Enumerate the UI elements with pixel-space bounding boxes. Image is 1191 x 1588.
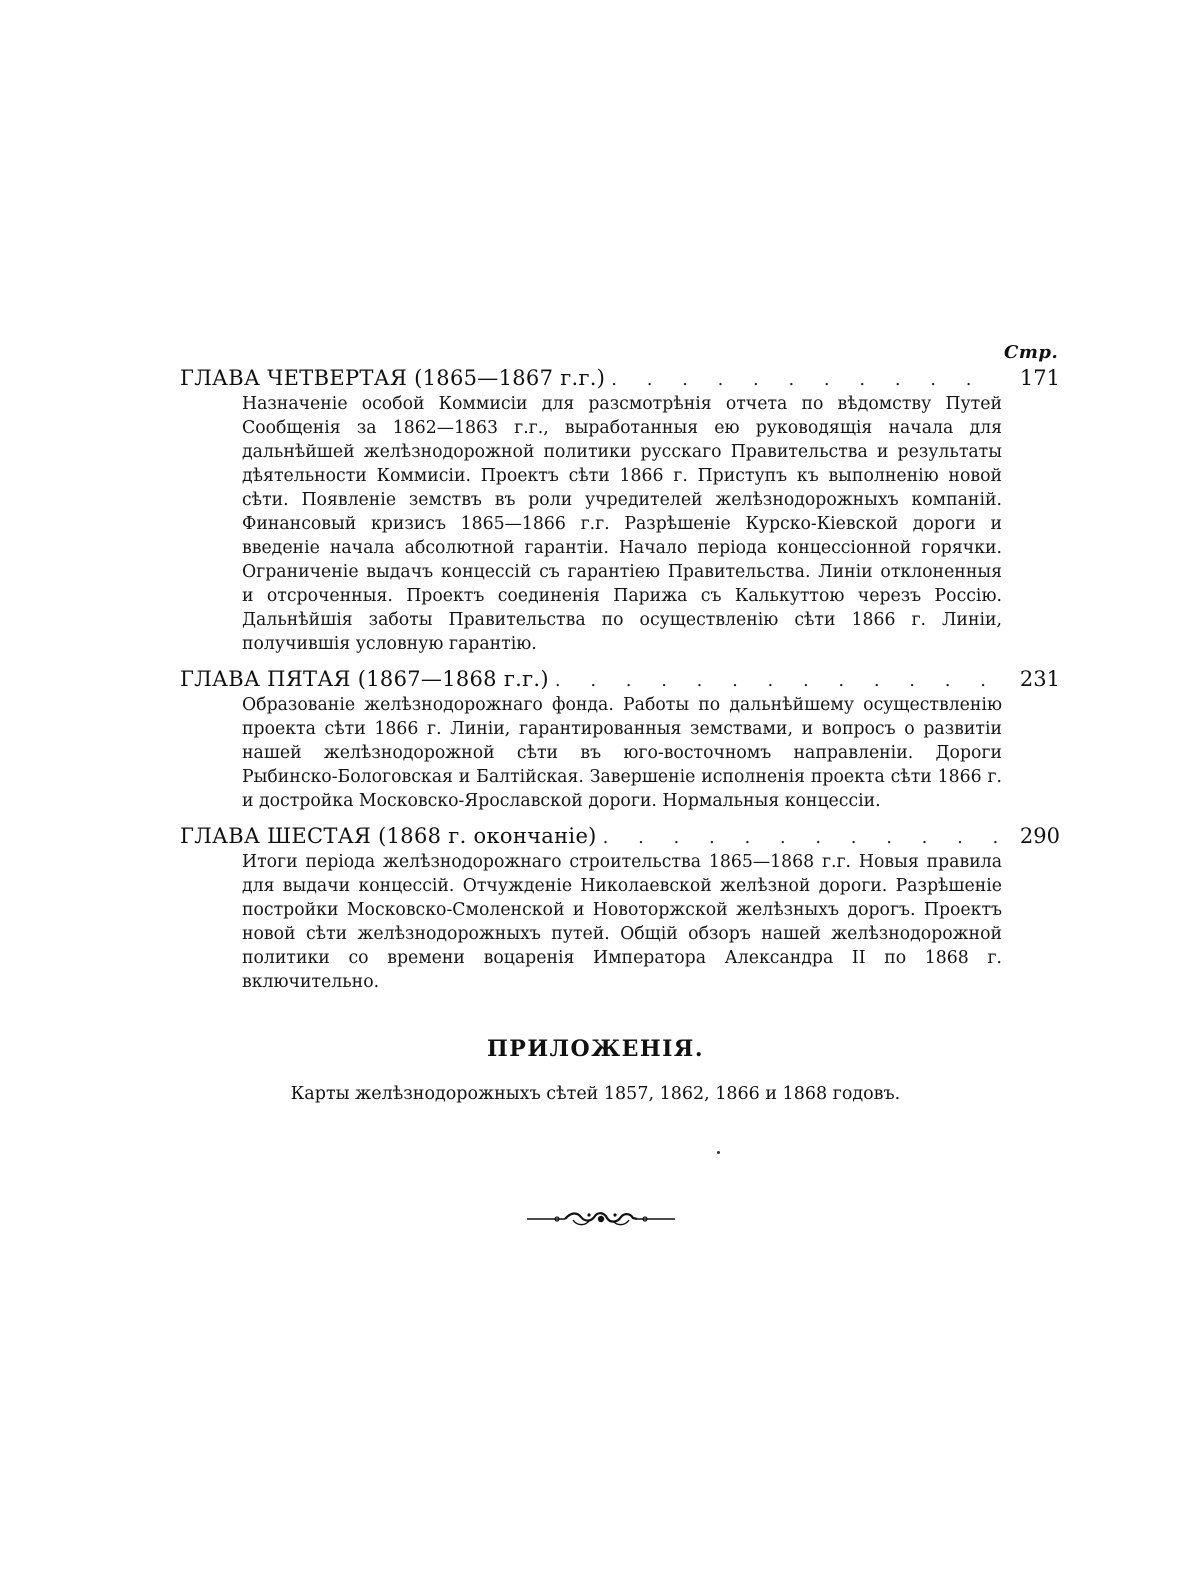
toc-entry-head — [180, 365, 1060, 392]
dot-leader — [555, 667, 998, 694]
page-number: 290 — [1019, 824, 1060, 848]
table-of-contents — [180, 365, 1060, 1004]
page-column-label: Стр. — [1004, 342, 1059, 363]
toc-entry-chapter-4 — [180, 365, 1060, 656]
chapter-title: ГЛАВА ПЯТАЯ (1867—1868 г.г.) — [180, 667, 549, 691]
toc-entry-head — [180, 666, 1060, 693]
toc-entry-chapter-6 — [180, 823, 1060, 994]
appendix-heading: ПРИЛОЖЕНІЯ. — [487, 1036, 704, 1062]
appendix-text: Карты желѣзнодорожныхъ сѣтей 1857, 1862, 1866 и 1868 годовъ. — [290, 1084, 901, 1104]
dot-leader — [603, 824, 998, 851]
dot-leader — [611, 366, 998, 393]
chapter-description: Итоги періода желѣзнодорожнаго строительства 1865—1868 г.г. Новыя правила для выдачи концессій. Отчужденіе Николаевской желѣзной дороги. Разрѣшеніе постройки Московско-Смоленской и Новоторжской желѣзныхъ дорогъ. Проектъ новой сѣти желѣзнодорожныхъ путей. Общій обзоръ нашей желѣзнодорожной политики со времени воцаренія Императора Александра II по 1868 г. включительно. — [242, 852, 1002, 992]
print-speck — [717, 1151, 720, 1154]
chapter-description: Образованіе желѣзнодорожнаго фонда. Работы по дальнѣйшему осуществленію проекта сѣти 1866 г. Линіи, гарантированныя земствами, и вопросъ о развитіи нашей желѣзнодорожной сѣти въ юго-восточномъ направленіи. Дороги Рыбинско-Бологовская и Балтійская. Завершеніе исполненія проекта сѣти 1866 г. и достройка Московско-Ярославской дороги. Нормальныя концессіи. — [242, 695, 1002, 811]
page-number: 171 — [1019, 366, 1060, 390]
page-number: 231 — [1019, 667, 1060, 691]
chapter-title: ГЛАВА ШЕСТАЯ (1868 г. окончаніе) — [180, 824, 597, 848]
toc-entry-chapter-5 — [180, 666, 1060, 813]
chapter-description: Назначеніе особой Коммисіи для разсмотрѣнія отчета по вѣдомству Путей Сообщенія за 1862—1863 г.г., выработанныя ею руководящія начала для дальнѣйшей желѣзнодорожной политики русскаго Правительства и результаты дѣятельности Коммисіи. Проектъ сѣти 1866 г. Приступъ къ выполненію новой сѣти. Появленіе земствъ въ роли учредителей желѣзнодорожныхъ компаній. Финансовый кризисъ 1865—1866 г.г. Разрѣшеніе Курско-Кіевской дороги и введеніе начала абсолютной гарантіи. Начало періода концессіонной горячки. Ограниченіе выдачъ концессій съ гарантіею Правительства. Линіи отклоненныя и отсроченныя. Проектъ соединенія Парижа съ Калькуттою черезъ Россію. Дальнѣйшія заботы Правительства по осуществленію сѣти 1866 г. Линіи, получившія условную гарантію. — [242, 394, 1002, 654]
chapter-title: ГЛАВА ЧЕТВЕРТАЯ (1865—1867 г.г.) — [180, 366, 606, 390]
toc-entry-head — [180, 823, 1060, 850]
decorative-ornament-icon — [525, 1208, 677, 1230]
